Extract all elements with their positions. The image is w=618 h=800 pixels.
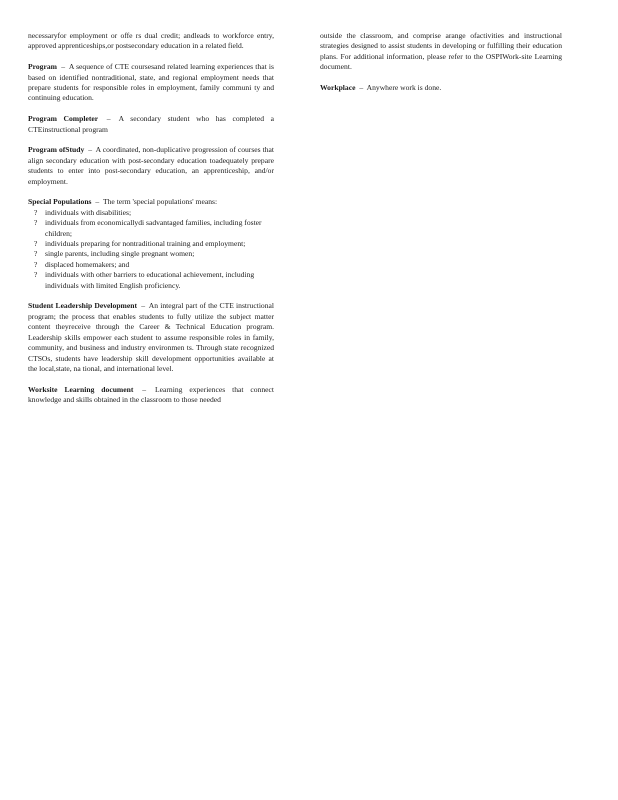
- list-item: [28, 218, 274, 239]
- special-populations-heading: [28, 197, 274, 207]
- definition-program: [28, 62, 274, 104]
- dash: –: [95, 197, 100, 207]
- bullet-glyph: ?: [34, 218, 38, 228]
- definition-special-populations: [28, 197, 274, 291]
- list-item: [28, 270, 274, 291]
- term: Student Leadership Development: [28, 301, 137, 311]
- definition: A sequence of CTE coursesand related learning experiences that is based on identified nontraditional, state, and regional employment needs that prepare students for responsible roles in employment, family communi ty and continuing education.: [28, 62, 274, 103]
- continuation-text: outside the classroom, and comprise arange ofactivities and instructional strategies designed to assist students in developing or fulfilling their education plans. For additional information, please refer to the OSPIWork-site Learning document.: [320, 31, 562, 72]
- definition: Anywhere work is done.: [366, 83, 442, 93]
- term: Workplace: [320, 83, 356, 93]
- definition: Learning experiences that connect knowledge and skills obtained in the classroom to those needed: [28, 384, 274, 405]
- list-item: [28, 208, 274, 218]
- definition-program-completer: [28, 114, 274, 135]
- list-item-text: displaced homemakers; and: [45, 259, 130, 269]
- bullet-glyph: ?: [34, 207, 38, 217]
- definition: A coordinated, non-duplicative progression of courses that align secondary education with post-secondary education toadequately prepare students to enter into post-secondary education, an apprenticeship, and/or employment.: [28, 145, 274, 186]
- continuation-paragraph: [320, 31, 562, 73]
- bullet-glyph: ?: [34, 239, 38, 249]
- list-item-text: individuals with disabilities;: [45, 207, 132, 217]
- list-item-text: single parents, including single pregnant women;: [45, 249, 195, 259]
- list-item: [28, 260, 274, 270]
- term: Special Populations: [28, 197, 92, 207]
- list-item: [28, 249, 274, 259]
- term: Program: [28, 62, 57, 72]
- definition: A secondary student who has completed a CTEinstructional program: [28, 114, 275, 134]
- bullet-glyph: ?: [34, 270, 38, 280]
- definition-program-of-study: [28, 145, 274, 187]
- continuation-paragraph: [28, 31, 274, 52]
- special-populations-list: [28, 208, 274, 291]
- list-item: [28, 239, 274, 249]
- dash: –: [106, 114, 111, 124]
- definition: An integral part of the CTE instructional program; the process that enables students to fully utilize the subject matter content theyreceive through the Career & Technical Education program. Leadership skills empower each student to assume responsible roles in family, community, and business and industry environmen ts. Through state recognized CTSOs, students have leadership skill development opportunities available at the local,state, na tional, and international level.: [28, 301, 275, 373]
- definition: The term 'special populations' means:: [102, 197, 218, 207]
- left-column: [28, 31, 274, 416]
- term: Program Completer: [28, 114, 99, 124]
- definition-workplace: [320, 83, 562, 93]
- dash: –: [359, 83, 364, 93]
- bullet-glyph: ?: [34, 249, 38, 259]
- definition-worksite-learning: [28, 385, 274, 406]
- dash: –: [142, 384, 147, 394]
- dash: –: [61, 62, 65, 72]
- dash: –: [141, 301, 145, 311]
- dash: –: [88, 145, 93, 155]
- definition-student-leadership-development: [28, 301, 274, 374]
- right-column: [320, 31, 562, 104]
- list-item-text: individuals preparing for nontraditional training and employment;: [45, 239, 246, 249]
- list-item-text: individuals with other barriers to educational achievement, including individuals with limited English proficiency.: [45, 270, 255, 290]
- term: Program ofStudy: [28, 145, 85, 155]
- continuation-text: necessaryfor employment or offe rs dual credit; andleads to workforce entry, approved apprenticeships,or postsecondary education in a related field.: [28, 31, 274, 51]
- bullet-glyph: ?: [34, 259, 38, 269]
- list-item-text: individuals from economicallydi sadvantaged families, including foster children;: [45, 218, 262, 238]
- term: Worksite Learning document: [28, 384, 134, 394]
